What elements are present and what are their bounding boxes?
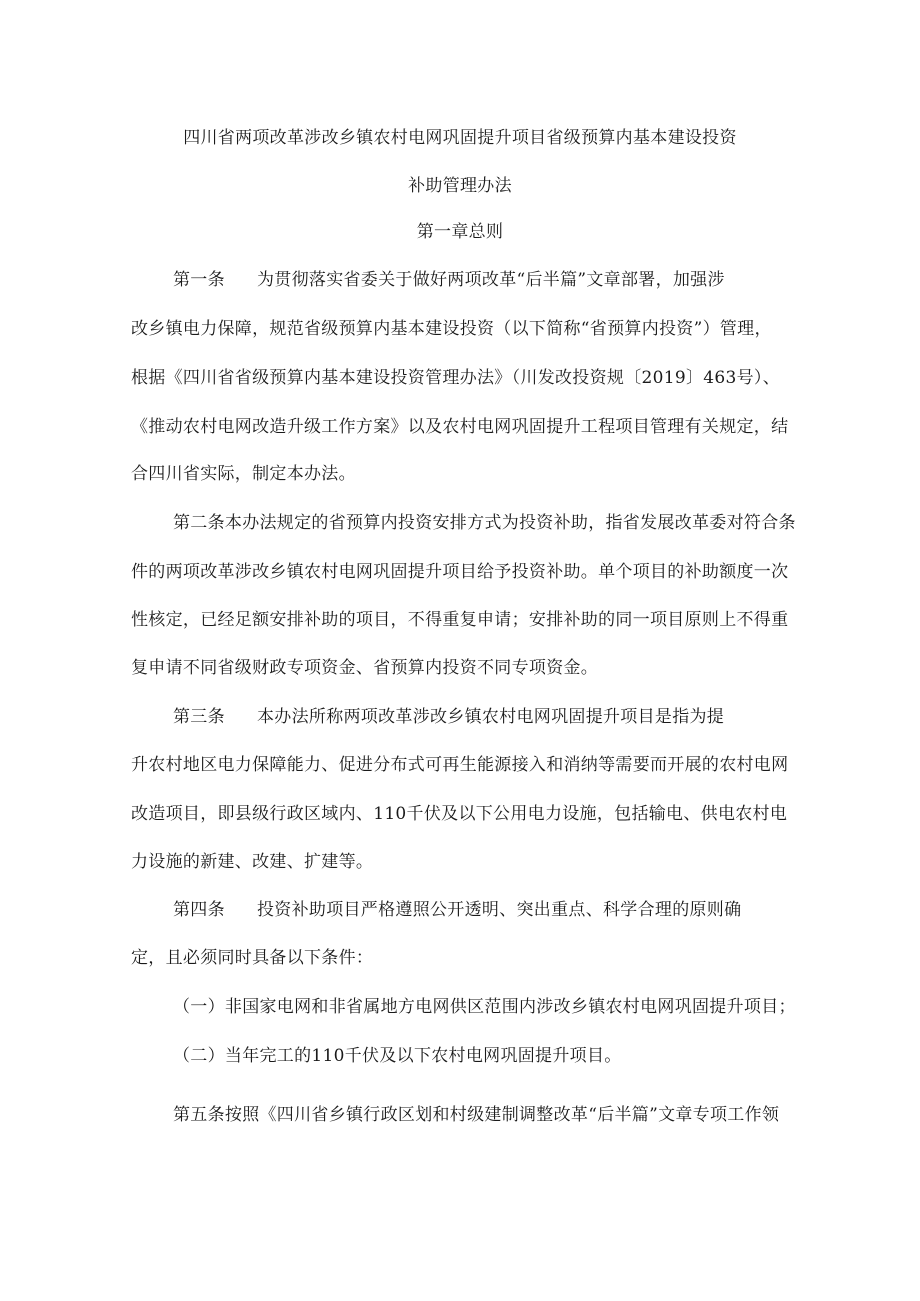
article-2-line: 件的两项改革涉改乡镇农村电网巩固提升项目给予投资补助。单个项目的补助额度一次 (131, 562, 789, 582)
article-3-line: 改造项目，即县级行政区域内、110千伏及以下公用电力设施，包括输电、供电农村电 (131, 804, 788, 824)
article-1-text: 为贯彻落实省委关于做好两项改革“后半篇”文章部署，加强涉 (257, 270, 725, 290)
article-3-text: 本办法所称两项改革涉改乡镇农村电网巩固提升项目是指为提 (257, 707, 725, 727)
article-1-label: 第一条 (173, 270, 225, 290)
article-4-label: 第四条 (173, 900, 225, 920)
article-3-line: 力设施的新建、改建、扩建等。 (131, 852, 374, 872)
article-3-label: 第三条 (173, 707, 225, 727)
article-5-first-line: 第五条按照《四川省乡镇行政区划和村级建制调整改革“后半篇”文章专项工作领 (173, 1105, 780, 1125)
article-4-text: 投资补助项目严格遵照公开透明、突出重点、科学合理的原则确 (257, 900, 742, 920)
article-1-line: 根据《四川省省级预算内基本建设投资管理办法》（川发改投资规〔2019〕463号）、 (131, 368, 781, 388)
article-1-line: 合四川省实际，制定本办法。 (131, 464, 356, 484)
article-2-line: 复申请不同省级财政专项资金、省预算内投资不同专项资金。 (131, 658, 599, 678)
document-title-line-1: 四川省两项改革涉改乡镇农村电网巩固提升项目省级预算内基本建设投资 (183, 128, 737, 148)
article-4-first-line (173, 899, 741, 921)
article-1-line: 改乡镇电力保障，规范省级预算内基本建设投资（以下简称“省预算内投资”）管理， (131, 319, 772, 339)
article-2-line: 性核定，已经足额安排补助的项目，不得重复申请；安排补助的同一项目原则上不得重 (131, 610, 789, 630)
document-title-line-2: 补助管理办法 (408, 176, 512, 196)
article-1-first-line (173, 269, 725, 291)
article-3-line: 升农村地区电力保障能力、促进分布式可再生能源接入和消纳等需要而开展的农村电网 (131, 755, 789, 775)
article-2-line: 第二条本办法规定的省预算内投资安排方式为投资补助，指省发展改革委对符合条 (173, 513, 796, 533)
condition-1: （一）非国家电网和非省属地方电网供区范围内涉改乡镇农村电网巩固提升项目； (173, 997, 796, 1017)
condition-2: （二）当年完工的110千伏及以下农村电网巩固提升项目。 (173, 1046, 622, 1066)
article-1-line: 《推动农村电网改造升级工作方案》以及农村电网巩固提升工程项目管理有关规定，结 (131, 417, 789, 437)
article-3-first-line (173, 706, 724, 728)
chapter-heading: 第一章总则 (416, 222, 504, 242)
article-4-line: 定，且必须同时具备以下条件： (131, 948, 374, 968)
